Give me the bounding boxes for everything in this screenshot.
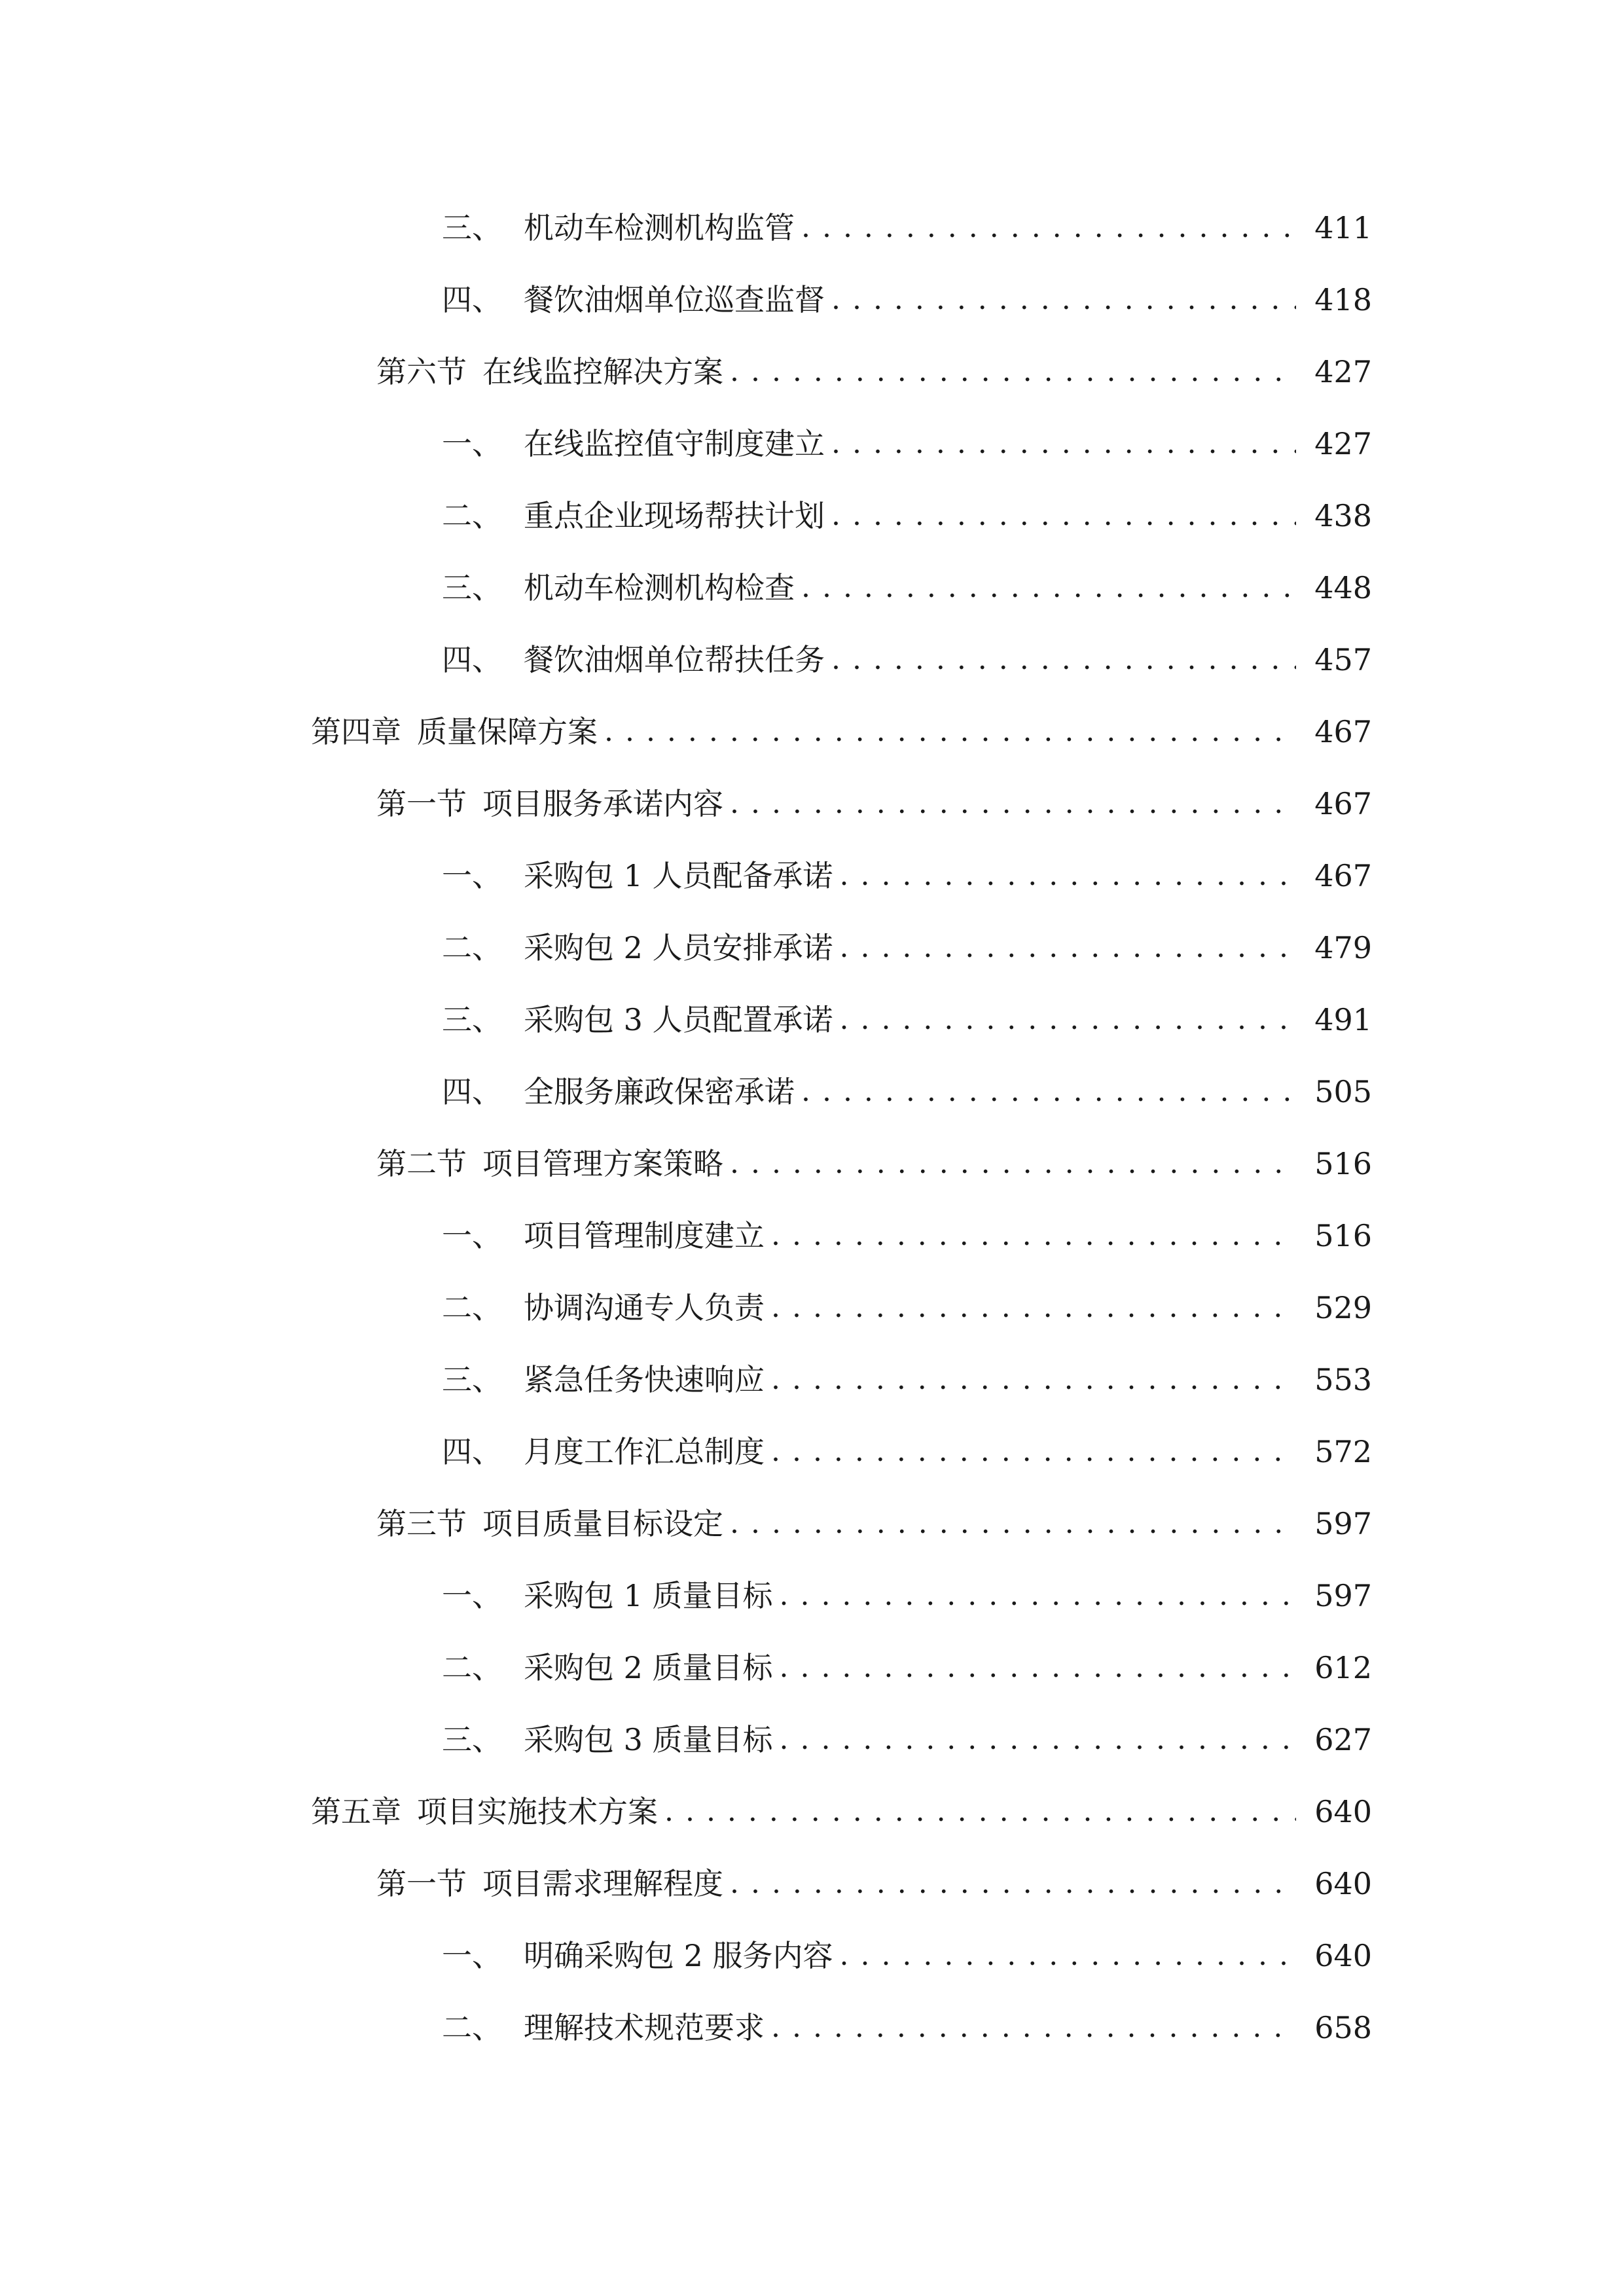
toc-entry-title: 项目管理方案策略	[482, 1146, 723, 1181]
toc-entry[interactable]	[442, 634, 1372, 686]
dot-leader	[840, 1929, 1297, 1982]
toc-entry-number: 第四章	[311, 714, 401, 749]
toc-entry-number: 第六节	[376, 354, 467, 389]
toc-entry-number: 三、	[442, 1002, 502, 1037]
toc-entry-number: 四、	[442, 1434, 502, 1469]
toc-entry-title: 项目管理制度建立	[524, 1218, 765, 1253]
toc-entry-number: 二、	[442, 1290, 502, 1325]
toc-entry-title: 采购包 1 人员配备承诺	[524, 858, 833, 893]
dot-leader	[771, 1426, 1296, 1478]
toc-entry-page: 448	[1314, 570, 1372, 605]
toc-entry-number: 第一节	[376, 786, 467, 821]
toc-entry-page: 658	[1314, 2010, 1372, 2045]
dot-leader	[801, 562, 1296, 614]
toc-entry-number: 二、	[442, 498, 502, 533]
toc-entry[interactable]	[442, 1426, 1372, 1478]
toc-entry-page: 640	[1314, 1938, 1372, 1973]
toc-entry[interactable]	[442, 1066, 1372, 1118]
toc-entry-number: 第三节	[376, 1506, 467, 1541]
toc-entry-page: 640	[1314, 1866, 1372, 1901]
toc-entry-number: 四、	[442, 642, 502, 677]
toc-entry-number: 三、	[442, 1722, 502, 1757]
dot-leader	[730, 1138, 1296, 1190]
dot-leader	[801, 1066, 1296, 1118]
toc-entry-title: 项目实施技术方案	[417, 1794, 658, 1829]
toc-entry-page: 467	[1314, 858, 1372, 893]
toc-entry-page: 427	[1314, 354, 1372, 389]
toc-entry-title: 餐饮油烟单位巡查监督	[524, 282, 825, 317]
toc-entry-page: 427	[1314, 426, 1372, 461]
dot-leader	[604, 706, 1296, 758]
toc-entry-page: 627	[1314, 1722, 1372, 1757]
toc-entry-page: 505	[1314, 1074, 1372, 1109]
toc-entry-page: 640	[1314, 1794, 1372, 1829]
dot-leader	[840, 994, 1297, 1046]
toc-entry[interactable]	[442, 490, 1372, 542]
toc-entry-number: 四、	[442, 282, 502, 317]
toc-entry-number: 二、	[442, 930, 502, 965]
toc-entry[interactable]	[442, 274, 1372, 326]
toc-entry[interactable]	[442, 1570, 1372, 1622]
toc-entry[interactable]	[442, 994, 1372, 1046]
toc-entry-number: 一、	[442, 426, 502, 461]
toc-entry-title: 重点企业现场帮扶计划	[524, 498, 825, 533]
toc-entry-page: 457	[1314, 642, 1372, 677]
toc-entry-page: 612	[1314, 1650, 1372, 1685]
toc-entry[interactable]	[442, 1282, 1372, 1334]
toc-entry-title: 在线监控解决方案	[482, 354, 723, 389]
toc-entry[interactable]	[442, 850, 1372, 902]
dot-leader	[780, 1641, 1297, 1694]
dot-leader	[771, 1354, 1296, 1406]
toc-entry-page: 553	[1314, 1362, 1372, 1397]
toc-entry-title: 项目质量目标设定	[482, 1506, 723, 1541]
toc-entry-title: 紧急任务快速响应	[524, 1362, 765, 1397]
toc-entry[interactable]	[442, 1929, 1372, 1982]
toc-entry-title: 餐饮油烟单位帮扶任务	[524, 642, 825, 677]
dot-leader	[730, 1857, 1296, 1910]
toc-entry-page: 467	[1314, 714, 1372, 749]
toc-entry-title: 采购包 2 人员安排承诺	[524, 930, 833, 965]
toc-entry-page: 572	[1314, 1434, 1372, 1469]
toc-entry-number: 第一节	[376, 1866, 467, 1901]
toc-entry[interactable]	[442, 922, 1372, 974]
toc-entry[interactable]	[442, 1210, 1372, 1262]
toc-entry-page: 597	[1314, 1578, 1372, 1613]
toc-entry[interactable]	[442, 1354, 1372, 1406]
toc-entry-page: 418	[1314, 282, 1372, 317]
toc-entry-number: 第二节	[376, 1146, 467, 1181]
toc-entry-number: 三、	[442, 570, 502, 605]
dot-leader	[730, 346, 1296, 398]
toc-entry[interactable]	[442, 562, 1372, 614]
toc-entry[interactable]	[311, 706, 1372, 758]
toc-entry[interactable]	[442, 2001, 1372, 2054]
toc-entry-page: 491	[1314, 1002, 1372, 1037]
dot-leader	[831, 490, 1296, 542]
toc-entry-title: 采购包 1 质量目标	[524, 1578, 773, 1613]
dot-leader	[831, 634, 1296, 686]
toc-entry-title: 机动车检测机构监管	[524, 210, 795, 245]
dot-leader	[840, 850, 1297, 902]
toc-entry[interactable]	[376, 1857, 1372, 1910]
toc-entry-number: 一、	[442, 1938, 502, 1973]
toc-entry[interactable]	[442, 202, 1372, 254]
toc-entry-number: 一、	[442, 858, 502, 893]
dot-leader	[801, 202, 1296, 254]
dot-leader	[771, 2001, 1296, 2054]
toc-entry[interactable]	[442, 1713, 1372, 1766]
toc-entry[interactable]	[376, 1498, 1372, 1550]
toc-entry-page: 516	[1314, 1146, 1372, 1181]
dot-leader	[840, 922, 1297, 974]
dot-leader	[780, 1570, 1297, 1622]
toc-entry-title: 机动车检测机构检查	[524, 570, 795, 605]
dot-leader	[771, 1210, 1296, 1262]
dot-leader	[730, 778, 1296, 830]
toc-entry[interactable]	[376, 778, 1372, 830]
dot-leader	[831, 418, 1296, 470]
toc-entry-number: 三、	[442, 1362, 502, 1397]
dot-leader	[730, 1498, 1296, 1550]
dot-leader	[780, 1713, 1297, 1766]
toc-entry-number: 二、	[442, 1650, 502, 1685]
toc-entry-title: 明确采购包 2 服务内容	[524, 1938, 833, 1973]
toc-entry[interactable]	[376, 346, 1372, 398]
toc-entry-number: 一、	[442, 1578, 502, 1613]
toc-entry-number: 一、	[442, 1218, 502, 1253]
toc-entry-number: 二、	[442, 2010, 502, 2045]
toc-entry-title: 采购包 3 人员配置承诺	[524, 1002, 833, 1037]
toc-entry-title: 项目需求理解程度	[482, 1866, 723, 1901]
toc-entry-title: 项目服务承诺内容	[482, 786, 723, 821]
dot-leader	[664, 1785, 1296, 1838]
toc-entry-title: 采购包 2 质量目标	[524, 1650, 773, 1685]
toc-entry-title: 月度工作汇总制度	[524, 1434, 765, 1469]
toc-entry[interactable]	[442, 418, 1372, 470]
toc-entry-title: 采购包 3 质量目标	[524, 1722, 773, 1757]
dot-leader	[771, 1282, 1296, 1334]
toc-entry-number: 三、	[442, 210, 502, 245]
toc-entry-page: 597	[1314, 1506, 1372, 1541]
toc-entry-title: 在线监控值守制度建立	[524, 426, 825, 461]
toc-entry-page: 529	[1314, 1290, 1372, 1325]
dot-leader	[831, 274, 1296, 326]
toc-entry-title: 协调沟通专人负责	[524, 1290, 765, 1325]
toc-entry-page: 411	[1314, 210, 1372, 245]
toc-entry-title: 理解技术规范要求	[524, 2010, 765, 2045]
toc-entry-title: 质量保障方案	[417, 714, 598, 749]
toc-entry[interactable]	[376, 1138, 1372, 1190]
toc-entry-page: 438	[1314, 498, 1372, 533]
toc-entry-number: 第五章	[311, 1794, 401, 1829]
toc-entry-number: 四、	[442, 1074, 502, 1109]
toc-entry-page: 516	[1314, 1218, 1372, 1253]
toc-entry[interactable]	[442, 1641, 1372, 1694]
toc-entry-page: 479	[1314, 930, 1372, 965]
toc-entry-title: 全服务廉政保密承诺	[524, 1074, 795, 1109]
toc-entry[interactable]	[311, 1785, 1372, 1838]
toc-entry-page: 467	[1314, 786, 1372, 821]
